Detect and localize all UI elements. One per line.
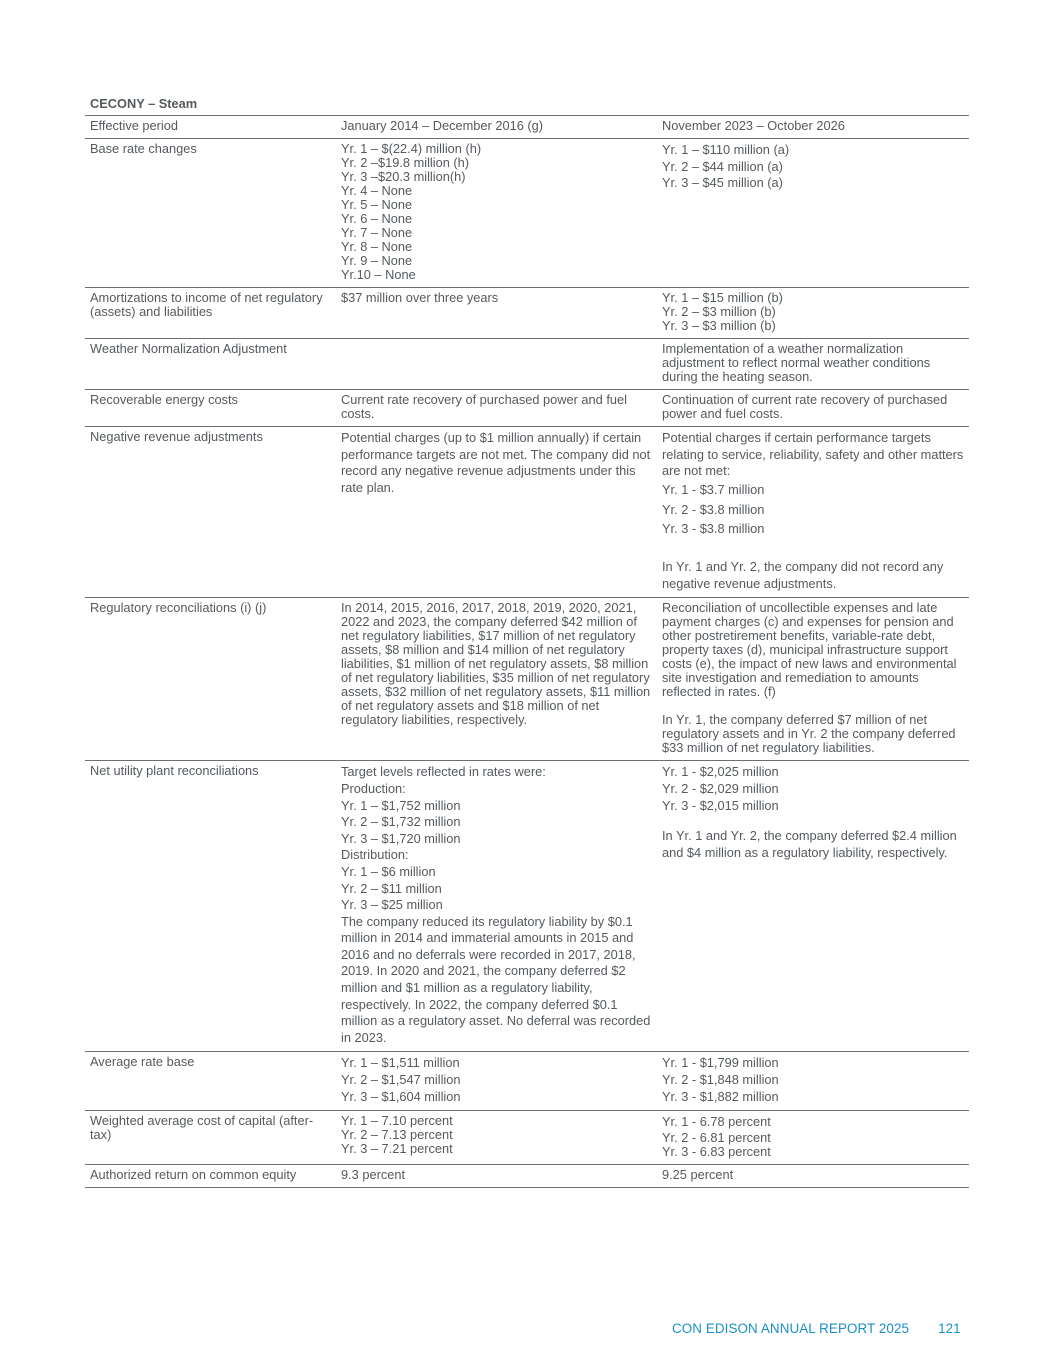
cell: Yr. 1 – $1,511 million Yr. 2 – $1,547 million Yr. 3 – $1,604 million <box>336 1052 657 1111</box>
cell: Yr. 1 – $110 million (a) Yr. 2 – $44 million (a) Yr. 3 – $45 million (a) <box>657 139 969 288</box>
table-row <box>85 1111 969 1165</box>
row-label: Weighted average cost of capital (after-tax) <box>85 1111 336 1165</box>
row-label: Regulatory reconciliations (i) (j) <box>85 598 336 761</box>
page-number: 121 <box>938 1321 961 1336</box>
cell: 9.3 percent <box>336 1164 657 1187</box>
cell: Yr. 1 – 7.10 percent Yr. 2 – 7.13 percent Yr. 3 – 7.21 percent <box>336 1111 657 1165</box>
row-label: Effective period <box>85 116 336 139</box>
row-label: Base rate changes <box>85 139 336 288</box>
table-row <box>85 116 969 139</box>
cell: Reconciliation of uncollectible expenses and late payment charges (c) and expenses for pension and other postretirement benefits, variable-rate debt, property taxes (d), municipal infrastructure support costs (e), the impact of new laws and environmental site investigation and remediation to amounts reflected in rates. (f) In Yr. 1, the company deferred $7 million of net regulatory assets and in Yr. 2 the company deferred $33 million of net regulatory liabilities. <box>657 598 969 761</box>
cell: Implementation of a weather normalization adjustment to reflect normal weather conditions during the heating season. <box>657 339 969 390</box>
table-row <box>85 761 969 1052</box>
cell: November 2023 – October 2026 <box>657 116 969 139</box>
table-row <box>85 288 969 339</box>
table-row <box>85 1052 969 1111</box>
cell: Potential charges (up to $1 million annually) if certain performance targets are not met. The company did not record any negative revenue adjustments under this rate plan. <box>336 427 657 598</box>
document-page <box>85 96 969 1188</box>
section-title: CECONY – Steam <box>90 96 198 111</box>
table-row <box>85 390 969 427</box>
table-row <box>85 598 969 761</box>
cell: Continuation of current rate recovery of purchased power and fuel costs. <box>657 390 969 427</box>
publication-title: CON EDISON ANNUAL REPORT 2025 <box>672 1321 910 1336</box>
cell: Yr. 1 – $15 million (b) Yr. 2 – $3 million (b) Yr. 3 – $3 million (b) <box>657 288 969 339</box>
rate-plan-table <box>85 115 969 1188</box>
cell: January 2014 – December 2016 (g) <box>336 116 657 139</box>
cell: 9.25 percent <box>657 1164 969 1187</box>
cell: Yr. 1 – $(22.4) million (h) Yr. 2 –$19.8 million (h) Yr. 3 –$20.3 million(h) Yr. 4 – None Yr. 5 – None Yr. 6 – None Yr. 7 – None Yr. 8 – None Yr. 9 – None Yr.10 – None <box>336 139 657 288</box>
row-label: Weather Normalization Adjustment <box>85 339 336 390</box>
row-label: Amortizations to income of net regulatory (assets) and liabilities <box>85 288 336 339</box>
cell: Yr. 1 - 6.78 percent Yr. 2 - 6.81 percent Yr. 3 - 6.83 percent <box>657 1111 969 1165</box>
cell: Target levels reflected in rates were: Production: Yr. 1 – $1,752 million Yr. 2 – $1,732 million Yr. 3 – $1,720 million Distribution: Yr. 1 – $6 million Yr. 2 – $11 million Yr. 3 – $25 million The company reduced its regulatory liability by $0.1 million in 2014 and immaterial amounts in 2015 and 2016 and no deferrals were recorded in 2017, 2018, 2019. In 2020 and 2021, the company deferred $2 million and $1 million as a regulatory liability, respectively. In 2022, the company deferred $0.1 million as a regulatory asset. No deferral was recorded in 2023. <box>336 761 657 1052</box>
row-label: Net utility plant reconciliations <box>85 761 336 1052</box>
page-footer <box>672 1321 961 1336</box>
cell: Current rate recovery of purchased power and fuel costs. <box>336 390 657 427</box>
cell: Yr. 1 - $1,799 million Yr. 2 - $1,848 million Yr. 3 - $1,882 million <box>657 1052 969 1111</box>
cell: Potential charges if certain performance targets relating to service, reliability, safety and other matters are not met: Yr. 1 - $3.7 million Yr. 2 - $3.8 million Yr. 3 - $3.8 million In Yr. 1 and Yr. 2, the company did not record any negative revenue adjustments. <box>657 427 969 598</box>
table-row <box>85 1164 969 1187</box>
row-label: Recoverable energy costs <box>85 390 336 427</box>
row-label: Authorized return on common equity <box>85 1164 336 1187</box>
cell: In 2014, 2015, 2016, 2017, 2018, 2019, 2020, 2021, 2022 and 2023, the company deferred $42 million of net regulatory liabilities, $17 million of net regulatory assets, $8 million and $14 million of net regulatory liabilities, $1 million of net regulatory assets, $8 million of net regulatory liabilities, $35 million of net regulatory assets, $32 million of net regulatory assets, $11 million of net regulatory assets and $18 million of net regulatory liabilities, respectively. <box>336 598 657 761</box>
table-row <box>85 139 969 288</box>
table-row <box>85 427 969 598</box>
cell: $37 million over three years <box>336 288 657 339</box>
cell: Yr. 1 - $2,025 million Yr. 2 - $2,029 million Yr. 3 - $2,015 million In Yr. 1 and Yr. 2, the company deferred $2.4 million and $4 million as a regulatory liability, respectively. <box>657 761 969 1052</box>
cell <box>336 339 657 390</box>
table-row <box>85 339 969 390</box>
row-label: Average rate base <box>85 1052 336 1111</box>
row-label: Negative revenue adjustments <box>85 427 336 598</box>
